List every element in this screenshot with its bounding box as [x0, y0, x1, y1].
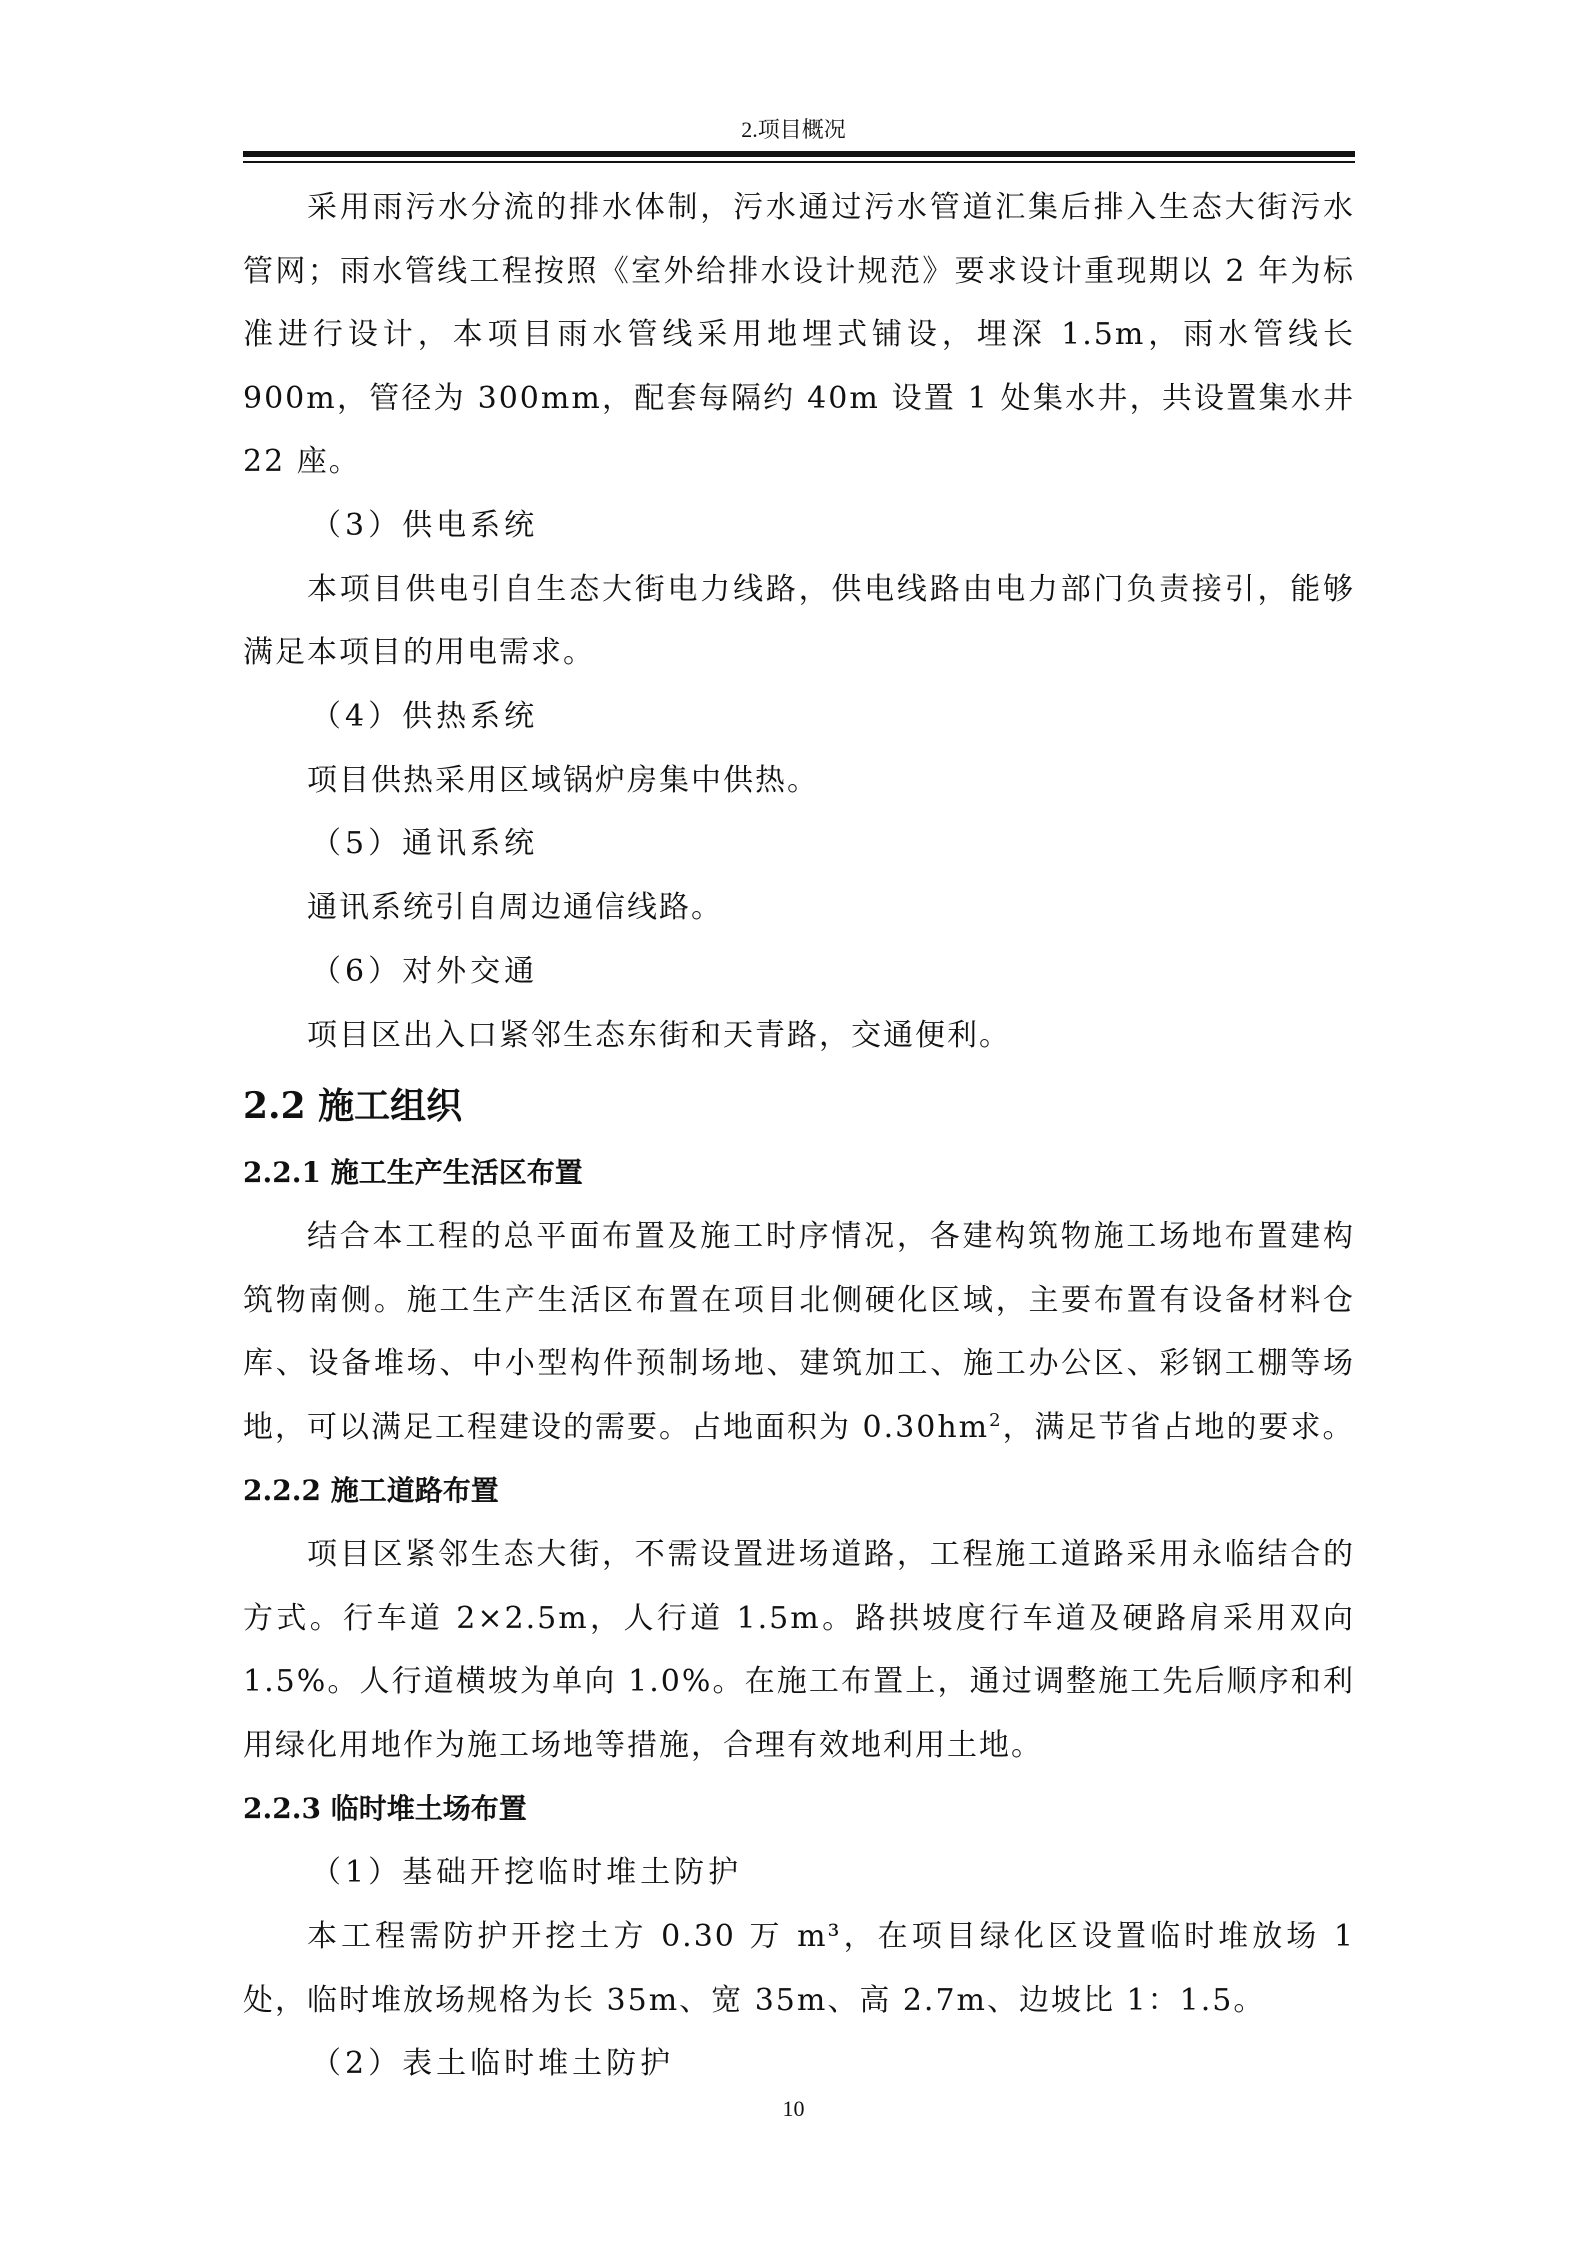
- paragraph-roads: 项目区紧邻生态大街，不需设置进场道路，工程施工道路采用永临结合的方式。行车道 2×2.5m，人行道 1.5m。路拱坡度行车道及硬路肩采用双向 1.5%。人行道横坡为单向 1.0%。在施工布置上，通过调整施工先后顺序和利用绿化用地作为施工场地等措施，合理有效地利用土地。: [243, 1537, 1355, 1763]
- page-body: [243, 176, 1355, 2096]
- item-power-heading: （3）供电系统: [311, 507, 539, 543]
- paragraph-telecom: 通讯系统引自周边通信线路。: [307, 890, 723, 925]
- header-rule-thin: [243, 161, 1355, 163]
- section-heading-2-2-3: 2.2.3 临时堆土场布置: [243, 1792, 527, 1825]
- superscript-2: 2: [989, 1409, 1003, 1431]
- subitem-topsoil-heading: （2）表土临时堆土防护: [311, 2046, 675, 2081]
- running-header: 2.项目概况: [741, 117, 846, 142]
- section-heading-2-2-2: 2.2.2 施工道路布置: [243, 1474, 499, 1507]
- paragraph-construction-area: [243, 1205, 1355, 1459]
- paragraph-drainage: 采用雨污水分流的排水体制，污水通过污水管道汇集后排入生态大街污水管网；雨水管线工程按照《室外给排水设计规范》要求设计重现期以 2 年为标准进行设计，本项目雨水管线采用地埋式铺设，埋深 1.5m，雨水管线长 900m，管径为 300mm，配套每隔约 40m 设置 1 处集水井，共设置集水井 22 座。: [243, 190, 1355, 479]
- paragraph-construction-area-tail: ，满足节省占地的要求。: [1002, 1409, 1355, 1445]
- item-telecom-heading: （5）通讯系统: [311, 826, 539, 861]
- item-heating-heading: （4）供热系统: [311, 698, 539, 734]
- paragraph-power: 本项目供电引自生态大街电力线路，供电线路由电力部门负责接引，能够满足本项目的用电需求。: [243, 571, 1355, 670]
- paragraph-construction-area-text: 结合本工程的总平面布置及施工时序情况，各建构筑物施工场地布置建构筑物南侧。施工生产生活区布置在项目北侧硬化区域，主要布置有设备材料仓库、设备堆场、中小型构件预制场地、建筑加工、施工办公区、彩钢工棚等场地，可以满足工程建设的需要。占地面积为 0.30hm: [243, 1219, 1355, 1445]
- section-heading-2-2-1: 2.2.1 施工生产生活区布置: [243, 1156, 583, 1189]
- subitem-excavation-heading: （1）基础开挖临时堆土防护: [311, 1855, 743, 1890]
- item-traffic-heading: （6）对外交通: [311, 953, 539, 989]
- page-number: 10: [782, 2096, 805, 2121]
- paragraph-traffic: 项目区出入口紧邻生态东街和天青路，交通便利。: [307, 1017, 1011, 1053]
- paragraph-excavation: 本工程需防护开挖土方 0.30 万 m³，在项目绿化区设置临时堆放场 1 处，临时堆放场规格为长 35m、宽 35m、高 2.7m、边坡比 1：1.5。: [243, 1919, 1355, 2018]
- section-heading-2-2: 2.2 施工组织: [243, 1085, 463, 1127]
- paragraph-heating: 项目供热采用区域锅炉房集中供热。: [307, 762, 819, 798]
- header-rule-thick: [243, 151, 1355, 157]
